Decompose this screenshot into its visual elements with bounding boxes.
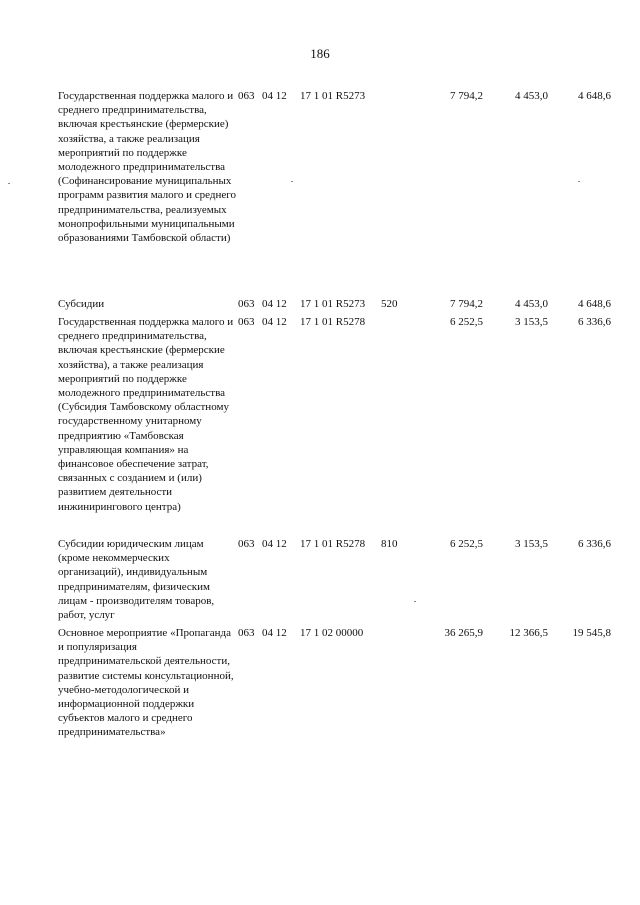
- gr-code: 063: [238, 538, 255, 550]
- expense-type-code: 810: [381, 538, 398, 550]
- amount-year-1: 6 252,5: [450, 316, 483, 328]
- amount-year-1: 7 794,2: [450, 298, 483, 310]
- target-code: 17 1 01 R5273: [300, 90, 366, 102]
- expense-type-code: 520: [381, 298, 398, 310]
- amount-year-1: 6 252,5: [450, 538, 483, 550]
- amount-year-2: 3 153,5: [515, 538, 548, 550]
- target-code: 17 1 01 R5278: [300, 538, 366, 550]
- row-name: Государственная поддержка малого и среднего предпринимательства, включая крестьянские (фермерские хозяйства), а также реализация мероприятий по поддержке молодежного предпринимательства (Субсидия Тамбовскому областному государственному унитарному предприятию «Тамбовская управляющая компания» на финансовое обеспечение затрат, связанных с созданием и (или) развитием деятельности инжинирингового центра): [58, 316, 234, 513]
- amount-year-3: 6 336,6: [578, 316, 611, 328]
- gr-code: 063: [238, 90, 255, 102]
- amount-year-3: 4 648,6: [578, 90, 611, 102]
- target-code: 17 1 01 R5278: [300, 316, 366, 328]
- amount-year-2: 4 453,0: [515, 90, 548, 102]
- scan-speck: [414, 601, 416, 602]
- gr-code: 063: [238, 298, 255, 310]
- target-code: 17 1 01 R5273: [300, 298, 366, 310]
- row-name: Субсидии: [58, 298, 105, 310]
- scan-speck: [291, 181, 293, 182]
- section-code: 04 12: [262, 298, 287, 310]
- row-name: Основное мероприятие «Пропаганда и популяризация предпринимательской деятельности, развитие системы консультационной, учебно-методологической и информационной поддержки субъектов малого и среднего предпринимательства»: [58, 627, 234, 739]
- row-name: Государственная поддержка малого и среднего предпринимательства, включая крестьянские (фермерские) хозяйства, а также реализация мероприятий по поддержке молодежного предпринимательства (Софинансирование муниципальных программ развития малого и среднего предпринимательства, реализуемых монопрофильными муниципальными образованиями Тамбовской области): [58, 90, 236, 245]
- scan-speck: [8, 183, 10, 184]
- page-number: 186: [310, 46, 330, 61]
- section-code: 04 12: [262, 90, 287, 102]
- gr-code: 063: [238, 316, 255, 328]
- gr-code: 063: [238, 627, 255, 639]
- amount-year-3: 6 336,6: [578, 538, 611, 550]
- amount-year-2: 3 153,5: [515, 316, 548, 328]
- row-name: Субсидии юридическим лицам (кроме некоммерческих организаций), индивидуальным предпринимателям, физическим лицам - производителям товаров, работ, услуг: [58, 538, 215, 622]
- amount-year-2: 12 366,5: [509, 627, 548, 639]
- target-code: 17 1 02 00000: [300, 627, 364, 639]
- scan-speck: [578, 181, 580, 182]
- amount-year-1: 36 265,9: [444, 627, 483, 639]
- section-code: 04 12: [262, 316, 287, 328]
- section-code: 04 12: [262, 538, 287, 550]
- amount-year-3: 19 545,8: [572, 627, 611, 639]
- amount-year-3: 4 648,6: [578, 298, 611, 310]
- amount-year-1: 7 794,2: [450, 90, 483, 102]
- amount-year-2: 4 453,0: [515, 298, 548, 310]
- section-code: 04 12: [262, 627, 287, 639]
